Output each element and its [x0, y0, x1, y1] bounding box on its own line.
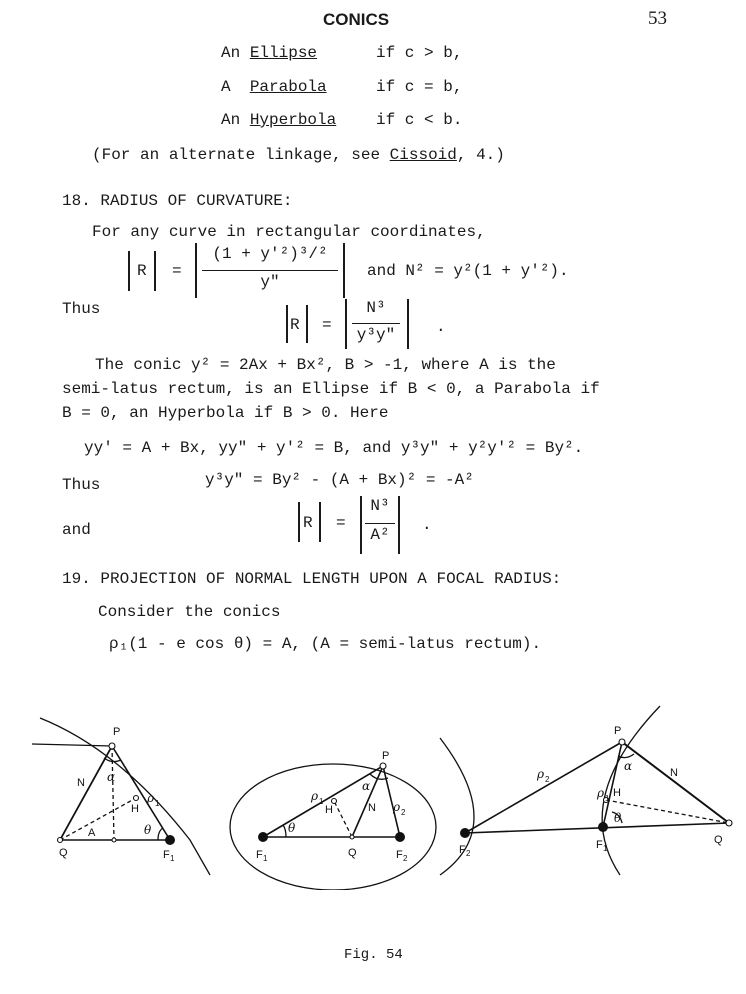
fraction-bar — [365, 523, 395, 524]
abs-bar — [319, 502, 321, 542]
equals-sign: = — [322, 316, 332, 334]
svg-text:2: 2 — [403, 854, 408, 863]
fraction-numerator: N³ — [366, 299, 386, 317]
abs-bar — [154, 251, 156, 291]
svg-text:1: 1 — [263, 854, 268, 863]
condition-parabola-rule: if c = b, — [376, 78, 463, 96]
polar-conic-equation: ρ₁(1 - e cos θ) = A, (A = semi-latus rectum). — [109, 635, 542, 653]
condition-ellipse: An Ellipse — [221, 44, 318, 62]
normal-length-identity: and N² = y²(1 + y'²). — [367, 262, 569, 280]
focus-F2-right — [460, 828, 470, 838]
focus-F2-mid — [395, 832, 405, 842]
conic-paragraph-line-2: semi-latus rectum, is an Ellipse if B < 0, a Parabola if — [62, 380, 600, 398]
alpha-arc — [618, 754, 634, 758]
conic-paragraph-line-3: B = 0, an Hyperbola if B > 0. Here — [62, 404, 389, 422]
label-F2: F — [396, 849, 403, 861]
abs-bar — [298, 502, 300, 542]
reduction-equation: y³y" = By² - (A + Bx)² = -A² — [205, 471, 474, 489]
label-F2: F — [459, 844, 466, 856]
figure-54 — [0, 690, 746, 890]
condition-parabola: A Parabola — [221, 78, 327, 96]
fraction-numerator: N³ — [370, 497, 390, 515]
section-18-heading: 18. RADIUS OF CURVATURE: — [62, 192, 293, 210]
label-H: H — [131, 803, 139, 815]
fraction-numerator: (1 + y'²)³/² — [212, 245, 328, 263]
label-theta: θ — [614, 811, 622, 825]
label-theta: θ — [144, 823, 152, 837]
label-alpha: α — [107, 770, 116, 784]
conic-paragraph-line-1: The conic y² = 2Ax + Bx², B > -1, where A is the — [95, 356, 556, 374]
svg-text:2: 2 — [401, 808, 406, 817]
alternate-linkage-note: (For an alternate linkage, see Cissoid, 4.) — [92, 146, 505, 164]
svg-text:1: 1 — [319, 797, 324, 806]
fraction-bar — [352, 323, 400, 324]
abs-bar — [343, 243, 345, 298]
label-rho2: ρ — [537, 767, 545, 781]
label-theta: θ — [288, 821, 296, 835]
label-P: P — [382, 750, 390, 762]
fraction-denominator: A² — [370, 526, 390, 544]
label-N: N — [77, 777, 85, 789]
tangent-line — [32, 744, 112, 746]
abs-bar — [128, 251, 130, 291]
label-Q: Q — [714, 834, 723, 846]
equals-sign: = — [172, 262, 182, 280]
figure-caption: Fig. 54 — [344, 947, 403, 963]
R-symbol: R — [303, 514, 313, 532]
svg-text:1: 1 — [605, 794, 610, 803]
focus-F1-left — [165, 835, 175, 845]
label-rho1: ρ — [311, 789, 319, 803]
label-F1: F — [596, 839, 603, 851]
theta-arc — [283, 825, 286, 837]
svg-text:1: 1 — [603, 844, 608, 853]
label-F1: F — [163, 849, 170, 861]
ellipse-link: Ellipse — [249, 44, 318, 62]
label-rho1-sub: 1 — [155, 799, 160, 808]
label-P: P — [113, 726, 121, 738]
period: . — [436, 318, 446, 336]
label-N: N — [368, 802, 376, 814]
label-H: H — [613, 787, 621, 799]
abs-bar — [195, 243, 197, 298]
svg-text:2: 2 — [545, 775, 550, 784]
label-alpha: α — [624, 759, 633, 773]
R-symbol: R — [137, 262, 147, 280]
abs-bar — [286, 305, 288, 343]
projection-dashed — [606, 800, 729, 823]
derivative-equations: yy' = A + Bx, yy" + y'² = B, and y³y" + y²y'² = By². — [84, 439, 584, 457]
page-title: CONICS — [323, 10, 390, 29]
label-rho1: ρ — [597, 786, 605, 800]
normal-line — [622, 742, 729, 823]
abs-bar — [407, 299, 409, 349]
label-N: N — [670, 767, 678, 779]
transverse-axis — [465, 823, 729, 833]
condition-hyperbola: An Hyperbola — [221, 111, 337, 129]
focus-F1-mid — [258, 832, 268, 842]
projection-dashed — [334, 801, 352, 837]
equals-sign: = — [336, 514, 346, 532]
section-19-intro: Consider the conics — [98, 603, 281, 621]
section-18-intro: For any curve in rectangular coordinates, — [92, 223, 486, 241]
ellipse-curve — [230, 764, 436, 890]
period: . — [422, 516, 432, 534]
focus-F1-right — [598, 822, 608, 832]
label-P: P — [614, 725, 622, 737]
R-symbol: R — [290, 316, 300, 334]
thus-label-2: Thus — [62, 476, 101, 494]
hyperbola-link: Hyperbola — [249, 111, 337, 129]
svg-text:1: 1 — [170, 854, 175, 863]
parabola-link: Parabola — [249, 78, 327, 96]
abs-bar — [398, 496, 400, 554]
svg-text:2: 2 — [466, 849, 471, 858]
cissoid-link: Cissoid — [389, 146, 457, 164]
condition-ellipse-rule: if c > b, — [376, 44, 463, 62]
theta-arc — [158, 828, 163, 840]
label-Q: Q — [59, 847, 68, 859]
fraction-bar — [202, 270, 338, 271]
condition-hyperbola-rule: if c < b. — [376, 111, 463, 129]
label-F1: F — [256, 849, 263, 861]
thus-label: Thus — [62, 300, 101, 318]
abs-bar — [345, 299, 347, 349]
label-A: A — [88, 827, 96, 839]
fraction-denominator: y" — [260, 273, 280, 291]
label-alpha: α — [362, 779, 371, 793]
page-number: 53 — [648, 8, 667, 29]
section-19-heading: 19. PROJECTION OF NORMAL LENGTH UPON A FOCAL RADIUS: — [62, 570, 562, 588]
label-rho1: ρ — [147, 791, 155, 805]
label-H: H — [325, 804, 333, 816]
label-Q: Q — [348, 847, 357, 859]
fraction-denominator: y³y" — [356, 326, 396, 344]
and-label: and — [62, 521, 91, 539]
abs-bar — [306, 305, 308, 343]
label-rho2: ρ — [393, 800, 401, 814]
